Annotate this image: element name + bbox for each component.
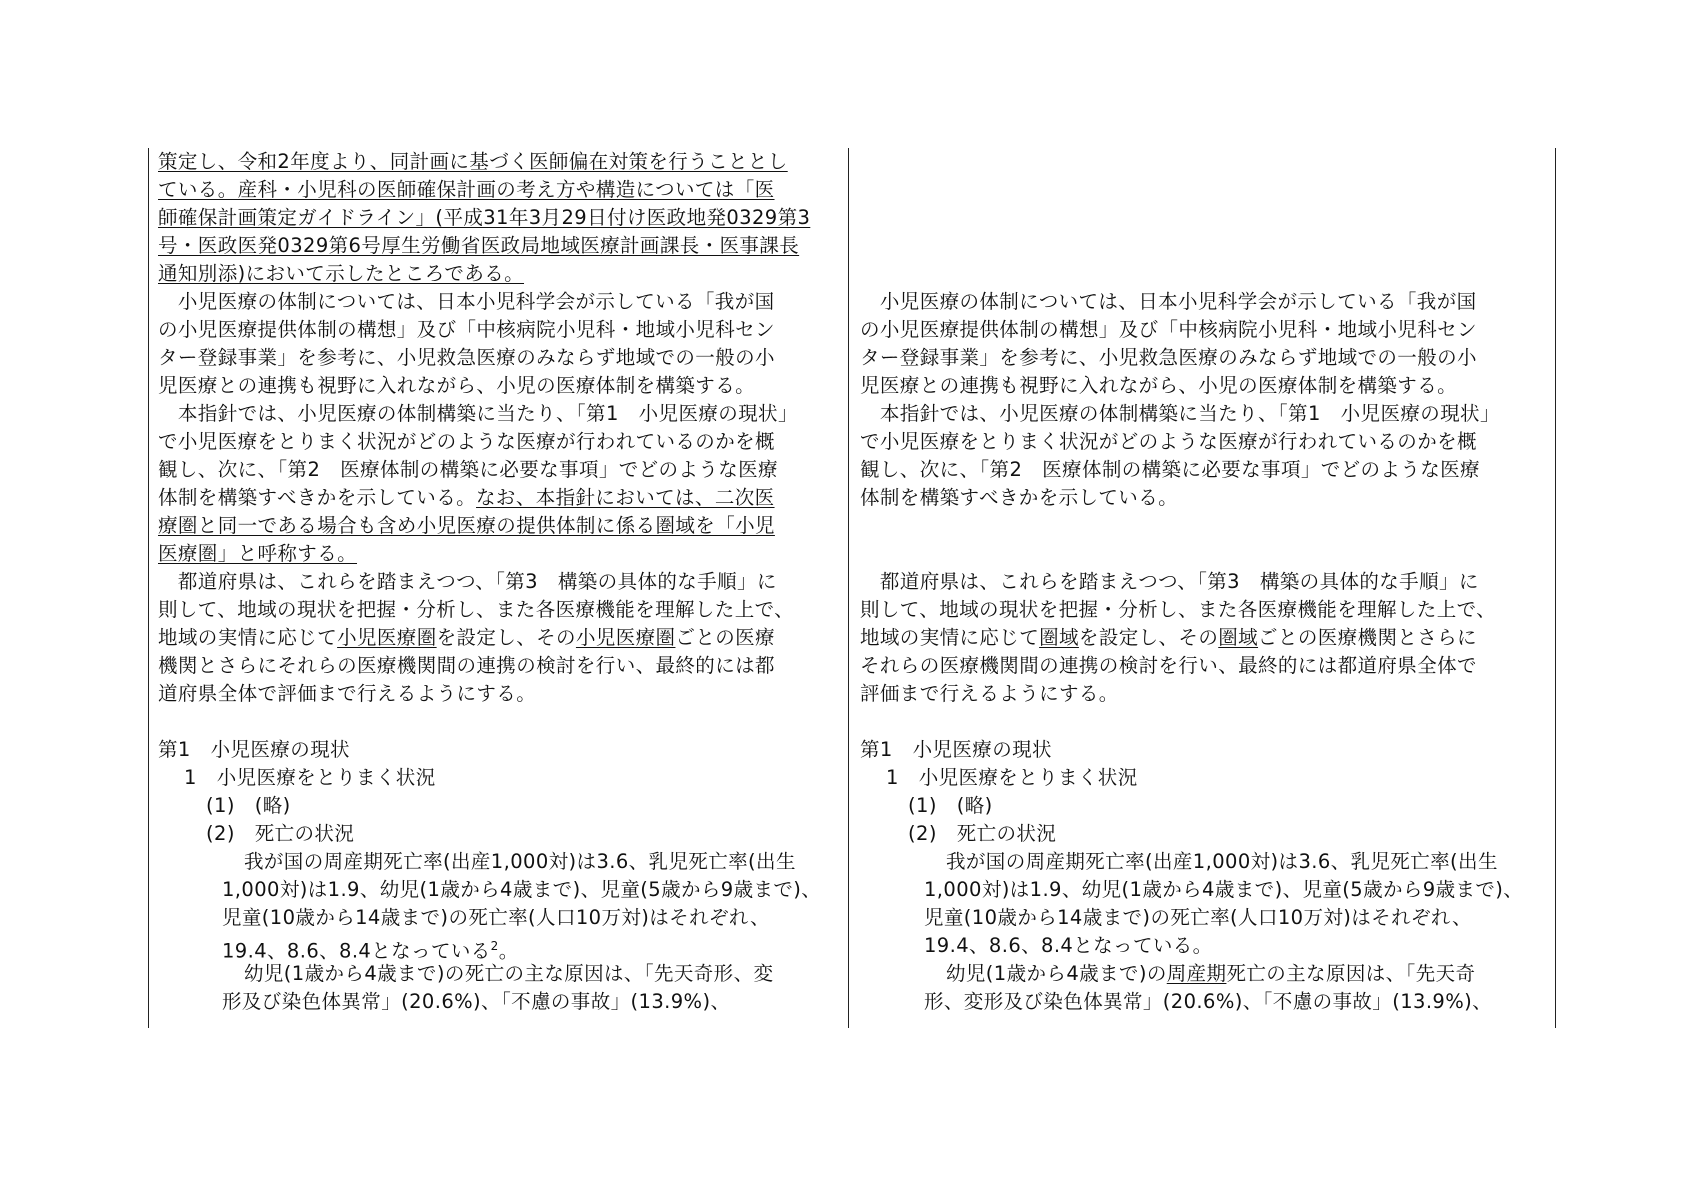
subsection-heading: 1 小児医療をとりまく状況: [184, 766, 436, 789]
text-line: ター登録事業」を参考に、小児救急医療のみならず地域での一般の小: [860, 346, 1477, 369]
text-line: 都道府県は、これらを踏まえつつ、「第3 構築の具体的な手順」に: [860, 570, 1479, 593]
text-line: 1,000対)は1.9、幼児(1歳から4歳まで)、児童(5歳から9歳まで)、: [222, 878, 822, 901]
text-line: 児医療との連携も視野に入れながら、小児の医療体制を構築する。: [860, 374, 1458, 397]
section-heading: 第1 小児医療の現状: [860, 738, 1052, 761]
text-line: 体制を構築すべきかを示している。なお、本指針においては、二次医: [158, 486, 775, 509]
text-line: 評価まで行えるようにする。: [860, 682, 1119, 705]
text-line: 策定し、令和2年度より、同計画に基づく医師偏在対策を行うこととし: [158, 150, 788, 173]
table-column-divider: [848, 148, 849, 1028]
footnote-marker: 2: [490, 939, 499, 953]
text-line: 小児医療の体制については、日本小児科学会が示している「我が国: [860, 290, 1477, 313]
text-line: 道府県全体で評価まで行えるようにする。: [158, 682, 537, 705]
revised-column: [158, 148, 838, 1028]
text-line: ター登録事業」を参考に、小児救急医療のみならず地域での一般の小: [158, 346, 775, 369]
text-line: 医療圏」と呼称する。: [158, 542, 358, 565]
text-line: 地域の実情に応じて小児医療圏を設定し、その小児医療圏ごとの医療: [158, 626, 775, 649]
text-line: それらの医療機関間の連携の検討を行い、最終的には都道府県全体で: [860, 654, 1477, 677]
text-line: で小児医療をとりまく状況がどのような医療が行われているのかを概: [158, 430, 775, 453]
text-line: 形、変形及び染色体異常」(20.6%)、「不慮の事故」(13.9%)、: [924, 990, 1493, 1013]
text-line: 体制を構築すべきかを示している。: [860, 486, 1179, 509]
table-border-right: [1555, 148, 1556, 1028]
text-line: 我が国の周産期死亡率(出産1,000対)は3.6、乳児死亡率(出生: [946, 850, 1498, 873]
text-line: の小児医療提供体制の構想」及び「中核病院小児科・地域小児科セン: [158, 318, 775, 341]
text-line: 号・医政医発0329第6号厚生労働省医政局地域医療計画課長・医事課長: [158, 234, 800, 257]
text-line: 本指針では、小児医療の体制構築に当たり、「第1 小児医療の現状」: [860, 402, 1500, 425]
text-line: 観し、次に、「第2 医療体制の構築に必要な事項」でどのような医療: [158, 458, 778, 481]
text-line: 機関とさらにそれらの医療機関間の連携の検討を行い、最終的には都: [158, 654, 775, 677]
text-line: 小児医療の体制については、日本小児科学会が示している「我が国: [158, 290, 775, 313]
text-line: 形及び染色体異常」(20.6%)、「不慮の事故」(13.9%)、: [222, 990, 731, 1013]
text-line: の小児医療提供体制の構想」及び「中核病院小児科・地域小児科セン: [860, 318, 1477, 341]
text-line: 19.4、8.6、8.4となっている。: [924, 934, 1213, 957]
section-heading: 第1 小児医療の現状: [158, 738, 350, 761]
current-column: [860, 148, 1540, 1028]
text-line: 地域の実情に応じて圏域を設定し、その圏域ごとの医療機関とさらに: [860, 626, 1477, 649]
text-line: 幼児(1歳から4歳まで)の死亡の主な原因は、「先天奇形、変: [244, 962, 774, 985]
text-line: 19.4、8.6、8.4となっている$^2$。: [222, 939, 519, 963]
text-line: 児童(10歳から14歳まで)の死亡率(人口10万対)はそれぞれ、: [222, 906, 770, 929]
subsection-heading: 1 小児医療をとりまく状況: [886, 766, 1138, 789]
item-heading: (1) (略): [908, 794, 993, 817]
text-line: 本指針では、小児医療の体制構築に当たり、「第1 小児医療の現状」: [158, 402, 798, 425]
item-heading: (1) (略): [206, 794, 291, 817]
text-line: 我が国の周産期死亡率(出産1,000対)は3.6、乳児死亡率(出生: [244, 850, 796, 873]
item-heading: (2) 死亡の状況: [908, 822, 1057, 845]
item-heading: (2) 死亡の状況: [206, 822, 355, 845]
text-line: 児童(10歳から14歳まで)の死亡率(人口10万対)はそれぞれ、: [924, 906, 1472, 929]
text-line: ている。産科・小児科の医師確保計画の考え方や構造については「医: [158, 178, 775, 201]
text-line: で小児医療をとりまく状況がどのような医療が行われているのかを概: [860, 430, 1477, 453]
text-line: 師確保計画策定ガイドライン」(平成31年3月29日付け医政地発0329第3: [158, 206, 811, 229]
text-line: 則して、地域の現状を把握・分析し、また各医療機能を理解した上で、: [860, 598, 1497, 621]
text-line: 通知別添)において示したところである。: [158, 262, 525, 285]
text-line: 都道府県は、これらを踏まえつつ、「第3 構築の具体的な手順」に: [158, 570, 777, 593]
text-line: 観し、次に、「第2 医療体制の構築に必要な事項」でどのような医療: [860, 458, 1480, 481]
text-line: 幼児(1歳から4歳まで)の周産期死亡の主な原因は、「先天奇: [946, 962, 1476, 985]
table-border-left: [148, 148, 149, 1028]
text-line: 則して、地域の現状を把握・分析し、また各医療機能を理解した上で、: [158, 598, 795, 621]
text-line: 療圏と同一である場合も含め小児医療の提供体制に係る圏域を「小児: [158, 514, 775, 537]
text-line: 児医療との連携も視野に入れながら、小児の医療体制を構築する。: [158, 374, 756, 397]
comparison-table: [148, 148, 1556, 1028]
text-line: 1,000対)は1.9、幼児(1歳から4歳まで)、児童(5歳から9歳まで)、: [924, 878, 1524, 901]
